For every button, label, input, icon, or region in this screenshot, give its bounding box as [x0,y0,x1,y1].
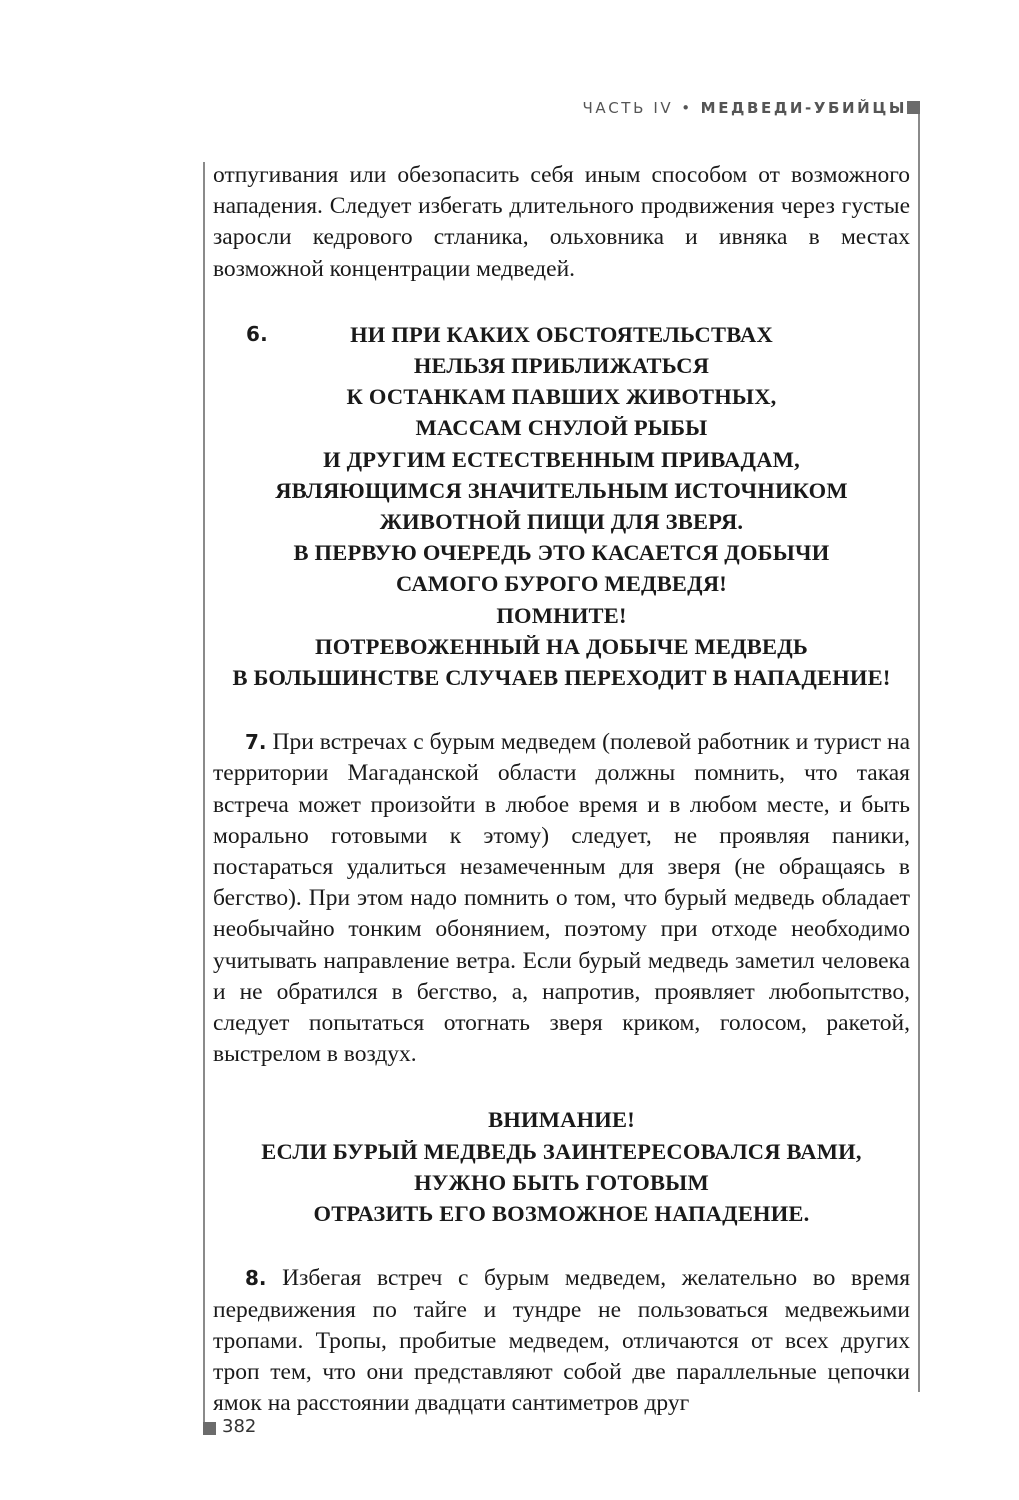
running-head-part: ЧАСТЬ IV [582,99,674,117]
running-head-chapter: МЕДВЕДИ-УБИЙЦЫ [700,99,907,117]
footer-square-marker [203,1422,216,1435]
running-head-bullet: • [681,99,693,117]
warning-6-line: ПОТРЕВОЖЕННЫЙ НА ДОБЫЧЕ МЕДВЕДЬ [315,633,808,659]
header-square-marker [907,101,920,114]
warning-6-line: САМОГО БУРОГО МЕДВЕДЯ! [396,571,727,597]
paragraph-8 [213,1263,910,1419]
attention-line: НУЖНО БЫТЬ ГОТОВЫМ [414,1169,709,1195]
warning-6-line: ЯВЛЯЮЩИМСЯ ЗНАЧИТЕЛЬНЫМ ИСТОЧНИКОМ [275,477,848,503]
page-body [213,160,910,1419]
warning-6-line: В ПЕРВУЮ ОЧЕРЕДЬ ЭТО КАСАЕТСЯ ДОБЫЧИ [293,540,830,566]
paragraph-7-number: 7. [245,730,267,755]
paragraph-7-text: При встречах с бурым медведем (полевой работник и турист на территории Магаданской области должны помнить, что такая встреча может произойти в любое время и в любом месте, и быть морально готовыми к этому) следует, не проявляя паники, постараться удалиться незамеченным для зверя (не обращаясь в бегство). При этом надо помнить о том, что бурый медведь обладает необычайно тонким обонянием, поэтому при отходе необходимо учитывать направление ветра. Если бурый медведь заметил человека и не обратился в бегство, а, напротив, проявляет любопытство, следует попытаться отогнать зверя криком, голосом, ракетой, выстрелом в воздух. [213,729,911,1068]
running-head [582,96,907,120]
attention-line: ВНИМАНИЕ! [488,1107,635,1133]
warning-6-line: ПОМНИТЕ! [496,602,627,628]
warning-6-line: МАССАМ СНУЛОЙ РЫБЫ [415,415,708,441]
warning-6-number: 6. [246,321,268,346]
paragraph-7 [213,727,910,1070]
left-margin-rule [203,162,205,1427]
warning-6-line: НИ ПРИ КАКИХ ОБСТОЯТЕЛЬСТВАХ [350,321,773,347]
attention-line: ЕСЛИ БУРЫЙ МЕДВЕДЬ ЗАИНТЕРЕСОВАЛСЯ ВАМИ, [261,1138,862,1164]
page-number: 382 [222,1416,257,1437]
paragraph-8-number: 8. [245,1266,267,1291]
attention-block [213,1104,910,1229]
right-margin-rule [918,114,920,1392]
warning-6-line: В БОЛЬШИНСТВЕ СЛУЧАЕВ ПЕРЕХОДИТ В НАПАДЕНИЕ! [232,665,891,691]
warning-6-line: И ДРУГИМ ЕСТЕСТВЕННЫМ ПРИВАДАМ, [323,446,800,472]
attention-line: ОТРАЗИТЬ ЕГО ВОЗМОЖНОЕ НАПАДЕНИЕ. [313,1201,810,1227]
paragraph-8-text: Избегая встреч с бурым медведем, желательно во время передвижения по тайге и тундре не пользоваться медвежьими тропами. Тропы, пробитые медведем, отличаются от всех других троп тем, что они представляют собой две параллельные цепочки ямок на расстоянии двадцати сантиметров друг [213,1265,910,1417]
warning-6-block [213,319,910,693]
warning-6-line: ЖИВОТНОЙ ПИЩИ ДЛЯ ЗВЕРЯ. [379,509,744,535]
intro-paragraph: отпугивания или обезопасить себя иным способом от возможного нападения. Следует избегать длительного продвижения через густые заросли кедрового стланика, ольховника и ивняка в местах возможной концентрации медведей. [213,162,910,282]
warning-6-line: НЕЛЬЗЯ ПРИБЛИЖАТЬСЯ [413,353,710,379]
warning-6-line: К ОСТАНКАМ ПАВШИХ ЖИВОТНЫХ, [346,384,777,410]
